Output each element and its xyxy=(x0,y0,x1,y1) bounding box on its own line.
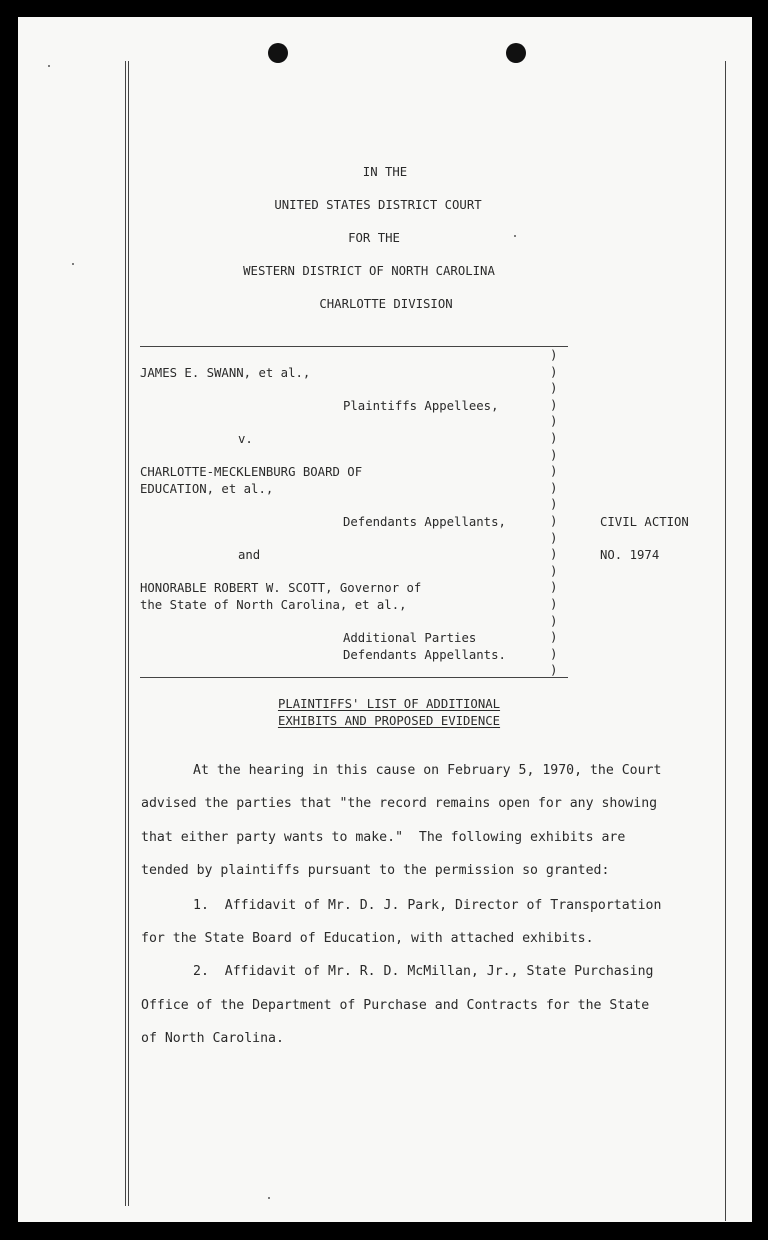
body-line: At the hearing in this cause on February 5, 1970, the Court xyxy=(193,763,662,778)
document-title-line-2: EXHIBITS AND PROPOSED EVIDENCE xyxy=(277,714,501,728)
caption-paren: ) xyxy=(550,613,558,628)
caption-paren: ) xyxy=(550,646,558,661)
additional-party-role-line-2: Defendants Appellants. xyxy=(343,648,506,662)
caption-paren: ) xyxy=(550,629,558,644)
body-line: Office of the Department of Purchase and Contracts for the State xyxy=(141,998,650,1013)
speck-mark xyxy=(48,65,50,67)
caption-paren: ) xyxy=(550,596,558,611)
civil-action-number: NO. 1974 xyxy=(600,548,660,562)
defendant-name-line-2: EDUCATION, et al., xyxy=(140,482,274,496)
defendant-name-line-1: CHARLOTTE-MECKLENBURG BOARD OF xyxy=(140,465,363,479)
caption-paren: ) xyxy=(550,380,558,395)
additional-party-role-line-1: Additional Parties xyxy=(343,631,477,645)
defendant-role: Defendants Appellants, xyxy=(343,515,506,529)
civil-action-label: CIVIL ACTION xyxy=(600,515,689,529)
speck-mark xyxy=(514,235,516,237)
court-header-line-1: IN THE xyxy=(362,165,408,179)
body-line: 2. Affidavit of Mr. R. D. McMillan, Jr., State Purchasing xyxy=(193,964,654,979)
speck-mark xyxy=(72,263,74,265)
body-line: that either party wants to make." The following exhibits are xyxy=(141,830,626,845)
plaintiff-role: Plaintiffs Appellees, xyxy=(343,399,499,413)
caption-paren: ) xyxy=(550,563,558,578)
body-line: tended by plaintiffs pursuant to the permission so granted: xyxy=(141,863,610,878)
versus-label: v. xyxy=(238,432,253,446)
punch-hole-right xyxy=(506,43,526,63)
caption-paren: ) xyxy=(550,347,558,362)
caption-paren: ) xyxy=(550,480,558,495)
document-title-line-1: PLAINTIFFS' LIST OF ADDITIONAL xyxy=(277,697,501,711)
court-header-line-5: CHARLOTTE DIVISION xyxy=(319,297,453,311)
caption-paren: ) xyxy=(550,430,558,445)
body-line: 1. Affidavit of Mr. D. J. Park, Director of Transportation xyxy=(193,898,662,913)
speck-mark xyxy=(268,1197,270,1199)
caption-paren: ) xyxy=(550,579,558,594)
caption-paren: ) xyxy=(550,513,558,528)
court-header-line-2: UNITED STATES DISTRICT COURT xyxy=(274,198,482,212)
caption-paren: ) xyxy=(550,530,558,545)
caption-paren: ) xyxy=(550,546,558,561)
body-line: of North Carolina. xyxy=(141,1031,284,1046)
caption-paren: ) xyxy=(550,662,558,677)
right-margin-rule xyxy=(725,61,726,1221)
caption-paren: ) xyxy=(550,397,558,412)
body-line: advised the parties that "the record remains open for any showing xyxy=(141,796,658,811)
caption-paren: ) xyxy=(550,496,558,511)
body-line: for the State Board of Education, with attached exhibits. xyxy=(141,931,594,946)
caption-bottom-rule xyxy=(140,677,568,678)
left-margin-rule-outer xyxy=(125,61,126,1206)
caption-paren: ) xyxy=(550,364,558,379)
plaintiff-name: JAMES E. SWANN, et al., xyxy=(140,366,311,380)
caption-paren: ) xyxy=(550,463,558,478)
additional-party-name-line-2: the State of North Carolina, et al., xyxy=(140,598,407,612)
additional-party-name-line-1: HONORABLE ROBERT W. SCOTT, Governor of xyxy=(140,581,422,595)
court-header-line-3: FOR THE xyxy=(348,231,400,245)
court-header-line-4: WESTERN DISTRICT OF NORTH CAROLINA xyxy=(243,264,495,278)
left-margin-rule-inner xyxy=(128,61,129,1206)
caption-paren: ) xyxy=(550,413,558,428)
punch-hole-left xyxy=(268,43,288,63)
caption-paren: ) xyxy=(550,447,558,462)
caption-top-rule xyxy=(140,346,568,347)
and-label: and xyxy=(238,548,261,562)
